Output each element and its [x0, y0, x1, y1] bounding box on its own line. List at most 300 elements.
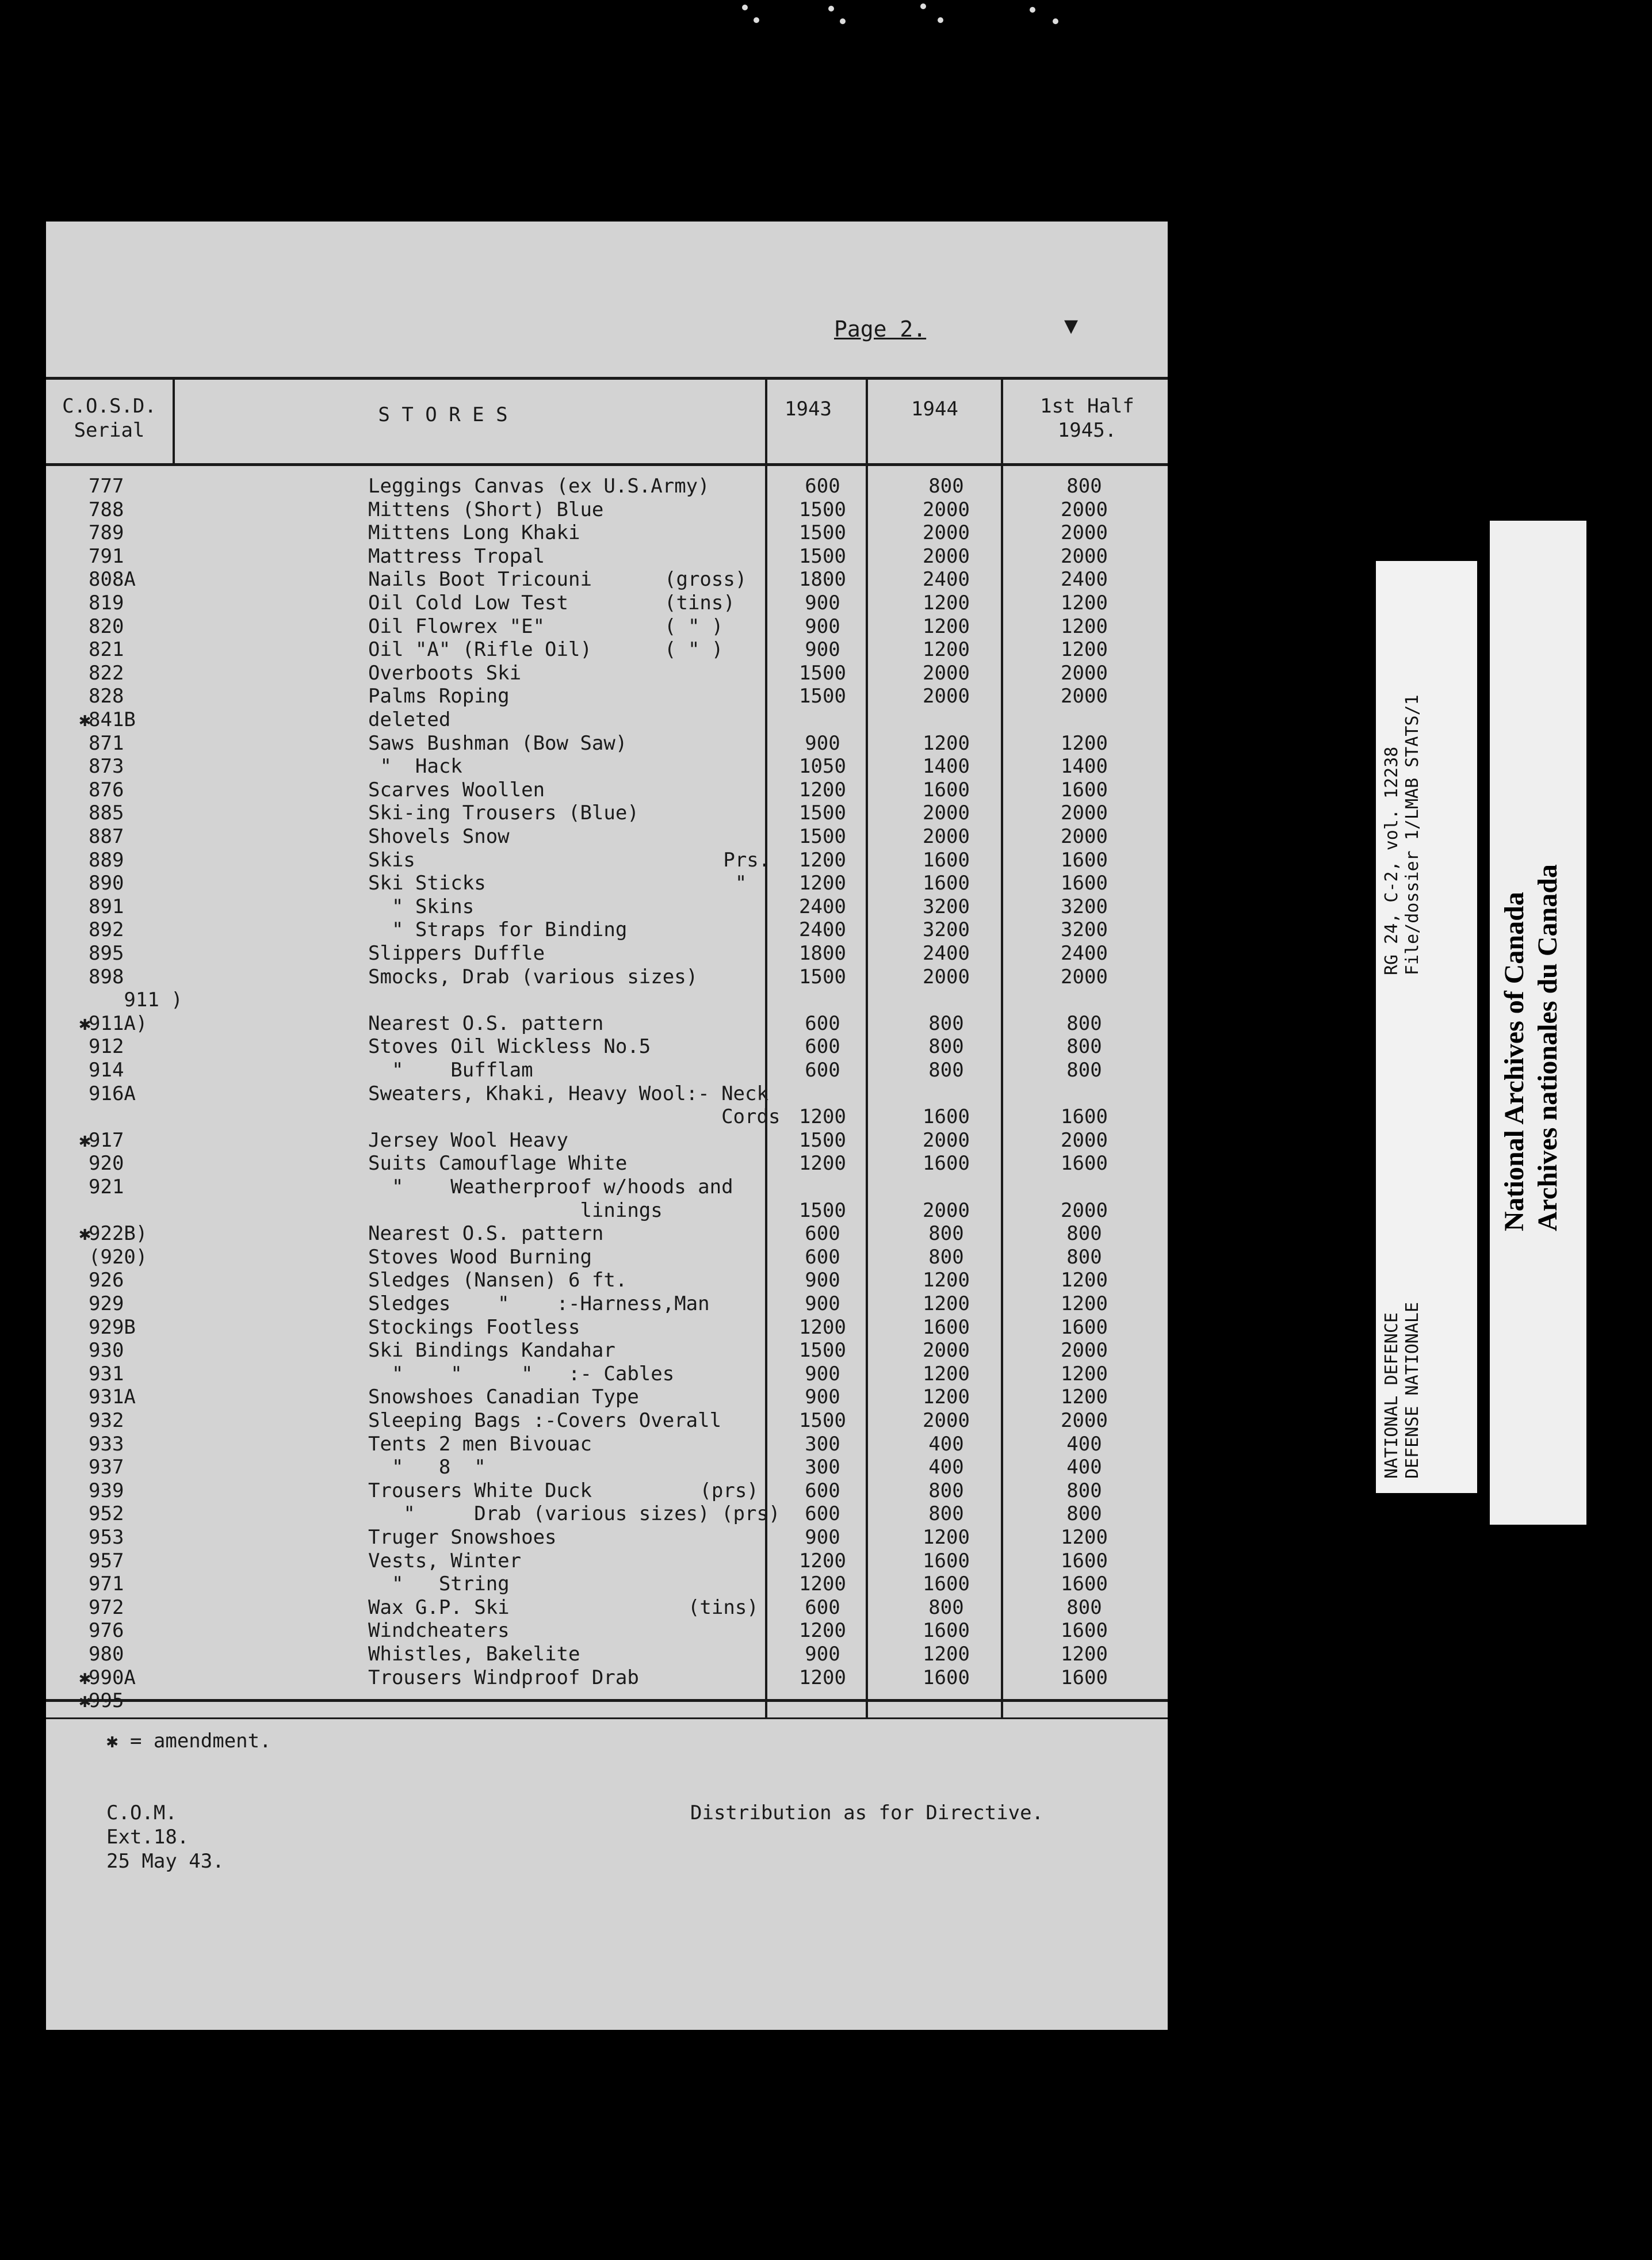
table-row [46, 988, 1168, 1011]
qty-1943-cell: 600 [805, 1222, 840, 1245]
serial-cell: 930 [89, 1339, 124, 1362]
serial-cell: 990A [89, 1666, 136, 1689]
qty-1944-cell: 2000 [923, 801, 970, 824]
qty-1943-cell: 300 [805, 1456, 840, 1479]
store-cell: Smocks, Drab (various sizes) [368, 965, 698, 988]
qty-1944-cell: 2000 [923, 1409, 970, 1432]
qty-1945-cell: 2000 [1061, 498, 1108, 521]
qty-1944-cell: 400 [928, 1456, 964, 1479]
qty-1945-cell: 800 [1066, 1502, 1102, 1525]
serial-cell: 916A [89, 1082, 136, 1105]
table-row [46, 1339, 1168, 1362]
serial-cell: 791 [89, 545, 124, 568]
punch-dots [731, 0, 1087, 35]
serial-cell: 820 [89, 615, 124, 638]
store-cell: Cords [368, 1105, 781, 1128]
qty-1944-cell: 1200 [923, 638, 970, 661]
serial-cell: 972 [89, 1596, 124, 1619]
store-cell: Tents 2 men Bivouac [368, 1433, 592, 1456]
store-cell: Suits Camouflage White [368, 1152, 628, 1175]
qty-1945-cell: 1600 [1061, 1316, 1108, 1339]
store-cell: Nearest O.S. pattern [368, 1012, 604, 1035]
col-header-1943: 1943 [785, 398, 832, 421]
store-cell: Stockings Footless [368, 1316, 580, 1339]
qty-1943-cell: 1200 [799, 778, 846, 801]
qty-1945-cell: 1600 [1061, 1572, 1108, 1595]
store-cell: Jersey Wool Heavy [368, 1129, 568, 1152]
store-cell: Shovels Snow [368, 825, 510, 848]
table-row [46, 849, 1168, 872]
qty-1944-cell: 2000 [923, 545, 970, 568]
table-row [46, 918, 1168, 941]
store-cell: Ski Bindings Kandahar [368, 1339, 615, 1362]
qty-1944-cell: 400 [928, 1433, 964, 1456]
table-row [46, 1059, 1168, 1082]
qty-1943-cell: 1200 [799, 1152, 846, 1175]
store-cell: Trousers White Duck [368, 1479, 592, 1502]
qty-1943-cell: 900 [805, 591, 840, 614]
col-header-serial: C.O.S.D. Serial [62, 395, 156, 442]
table-row [46, 1246, 1168, 1269]
qty-1944-cell: 2000 [923, 1199, 970, 1222]
qty-1945-cell: 2400 [1061, 568, 1108, 591]
qty-1945-cell: 800 [1066, 475, 1102, 498]
qty-1945-cell: 3200 [1061, 918, 1108, 941]
table-row [46, 1526, 1168, 1549]
qty-1944-cell: 800 [928, 1035, 964, 1058]
qty-1943-cell: 2400 [799, 918, 846, 941]
store-cell: Sleeping Bags :-Covers Overall [368, 1409, 722, 1432]
qty-1943-cell: 900 [805, 1292, 840, 1315]
qty-1944-cell: 800 [928, 1012, 964, 1035]
serial-cell: 952 [89, 1502, 124, 1525]
qty-1944-cell: 1200 [923, 1385, 970, 1408]
qty-1945-cell: 2400 [1061, 942, 1108, 965]
serial-cell: 929B [89, 1316, 136, 1339]
qty-1944-cell: 1600 [923, 1619, 970, 1642]
qty-1945-cell: 1600 [1061, 872, 1108, 895]
qty-1944-cell: 1600 [923, 1666, 970, 1689]
table-row [46, 1385, 1168, 1408]
table-row [46, 1152, 1168, 1175]
serial-cell: 911A) [89, 1012, 148, 1035]
table-row [46, 1105, 1168, 1128]
table-row [46, 872, 1168, 895]
page-number: Page 2. [834, 316, 927, 342]
serial-cell: 971 [89, 1572, 124, 1595]
qty-1944-cell: 1200 [923, 615, 970, 638]
table-row [46, 1316, 1168, 1339]
document-page [46, 222, 1168, 2030]
qty-1945-cell: 2000 [1061, 801, 1108, 824]
qty-1944-cell: 2000 [923, 825, 970, 848]
reference-block: C.O.M. Ext.18. 25 May 43. [106, 1801, 224, 1873]
amendment-mark: ✱ [79, 708, 91, 731]
qty-1945-cell: 1600 [1061, 1666, 1108, 1689]
serial-cell: 922B) [89, 1222, 148, 1245]
serial-cell: 911 ) [89, 988, 183, 1011]
qty-1945-cell: 800 [1066, 1246, 1102, 1269]
qty-1943-cell: 900 [805, 1526, 840, 1549]
store-cell: Vests, Winter [368, 1549, 522, 1572]
serial-cell: 789 [89, 521, 124, 544]
qty-1943-cell: 1500 [799, 801, 846, 824]
serial-cell: 819 [89, 591, 124, 614]
store-cell: Nearest O.S. pattern [368, 1222, 604, 1245]
store-cell: Scarves Woollen [368, 778, 545, 801]
serial-cell: 929 [89, 1292, 124, 1315]
table-row [46, 732, 1168, 755]
serial-cell: 912 [89, 1035, 124, 1058]
qty-1943-cell: 900 [805, 1385, 840, 1408]
store-cell: Truger Snowshoes [368, 1526, 557, 1549]
qty-1945-cell: 800 [1066, 1479, 1102, 1502]
serial-cell: 939 [89, 1479, 124, 1502]
store-cell: Oil "A" (Rifle Oil) [368, 638, 592, 661]
serial-cell: 995 [89, 1689, 124, 1712]
store-cell: Saws Bushman (Bow Saw) [368, 732, 628, 755]
store-cell: " Hack [368, 755, 462, 778]
store-cell: " String [368, 1572, 510, 1595]
table-row [46, 825, 1168, 848]
serial-cell: 871 [89, 732, 124, 755]
qty-1943-cell: 1500 [799, 545, 846, 568]
table-row [46, 1689, 1168, 1712]
store-cell: Nails Boot Tricouni [368, 568, 592, 591]
serial-cell: 828 [89, 685, 124, 708]
serial-cell: 980 [89, 1643, 124, 1666]
qty-1945-cell: 1200 [1061, 591, 1108, 614]
qty-1943-cell: 1500 [799, 498, 846, 521]
qty-1943-cell: 300 [805, 1433, 840, 1456]
store-cell: Ski-ing Trousers (Blue) [368, 801, 639, 824]
store-cell: Stoves Oil Wickless No.5 [368, 1035, 651, 1058]
qty-1944-cell: 2000 [923, 662, 970, 685]
table-row [46, 801, 1168, 824]
table-row [46, 521, 1168, 544]
archive-reference-label [1376, 561, 1477, 1493]
amendment-mark: ✱ [79, 1222, 91, 1245]
table-row [46, 1362, 1168, 1385]
table-row [46, 475, 1168, 498]
qty-1943-cell: 900 [805, 732, 840, 755]
amendment-mark: ✱ [79, 1666, 91, 1689]
qty-1945-cell: 2000 [1061, 1409, 1108, 1432]
qty-1944-cell: 2000 [923, 498, 970, 521]
qty-1945-cell: 2000 [1061, 521, 1108, 544]
table-row [46, 1409, 1168, 1432]
qty-1943-cell: 600 [805, 1479, 840, 1502]
qty-1944-cell: 1200 [923, 1643, 970, 1666]
serial-cell: 885 [89, 801, 124, 824]
qty-1945-cell: 1200 [1061, 1385, 1108, 1408]
serial-cell: 976 [89, 1619, 124, 1642]
qty-1943-cell: 1200 [799, 1105, 846, 1128]
qty-1944-cell: 800 [928, 1246, 964, 1269]
amendment-mark: ✱ [79, 1129, 91, 1152]
table-row [46, 1199, 1168, 1222]
table-row [46, 755, 1168, 778]
qty-1945-cell: 1600 [1061, 1152, 1108, 1175]
table-row [46, 965, 1168, 988]
store-cell: Mittens Long Khaki [368, 521, 580, 544]
table-row [46, 1222, 1168, 1245]
qty-1944-cell: 2400 [923, 568, 970, 591]
qty-1943-cell: 1200 [799, 1549, 846, 1572]
qty-1945-cell: 2000 [1061, 1199, 1108, 1222]
store-cell: Windcheaters [368, 1619, 510, 1642]
col-header-stores: S T O R E S [378, 403, 508, 426]
table-row [46, 568, 1168, 591]
serial-cell: 957 [89, 1549, 124, 1572]
qty-1944-cell: 2000 [923, 965, 970, 988]
qty-1945-cell: 800 [1066, 1035, 1102, 1058]
qty-1945-cell: 400 [1066, 1433, 1102, 1456]
store-cell: " Skins [368, 895, 475, 918]
qty-1943-cell: 900 [805, 638, 840, 661]
serial-cell: 890 [89, 872, 124, 895]
store-cell: Oil Flowrex "E" [368, 615, 545, 638]
table-row [46, 615, 1168, 638]
qty-1943-cell: 600 [805, 1246, 840, 1269]
table-row [46, 685, 1168, 708]
serial-cell: 932 [89, 1409, 124, 1432]
serial-cell: 891 [89, 895, 124, 918]
table-row [46, 545, 1168, 568]
qty-1945-cell: 1600 [1061, 1549, 1108, 1572]
unit-note-cell: ( " ) [664, 638, 724, 661]
serial-cell: 926 [89, 1269, 124, 1292]
store-cell: Sweaters, Khaki, Heavy Wool:- Neck [368, 1082, 768, 1105]
store-cell: " Bufflam [368, 1059, 533, 1082]
table-row [46, 1549, 1168, 1572]
qty-1945-cell: 3200 [1061, 895, 1108, 918]
qty-1944-cell: 1200 [923, 1362, 970, 1385]
store-cell: Palms Roping [368, 685, 510, 708]
serial-cell: 892 [89, 918, 124, 941]
col-divider-serial [173, 377, 175, 466]
store-cell: " Weatherproof w/hoods and [368, 1175, 733, 1198]
unit-note-cell: (gross) [664, 568, 747, 591]
serial-cell: 777 [89, 475, 124, 498]
qty-1945-cell: 1200 [1061, 1526, 1108, 1549]
table-row [46, 1643, 1168, 1666]
qty-1943-cell: 900 [805, 615, 840, 638]
table-row [46, 1572, 1168, 1595]
serial-cell: 931A [89, 1385, 136, 1408]
qty-1944-cell: 800 [928, 475, 964, 498]
footer-rule [46, 1717, 1168, 1719]
store-cell: " " " :- Cables [368, 1362, 675, 1385]
serial-cell: 953 [89, 1526, 124, 1549]
store-cell: Snowshoes Canadian Type [368, 1385, 639, 1408]
qty-1943-cell: 1500 [799, 1409, 846, 1432]
serial-cell: 931 [89, 1362, 124, 1385]
qty-1944-cell: 1600 [923, 1316, 970, 1339]
qty-1943-cell: 1500 [799, 825, 846, 848]
store-cell: Leggings Canvas (ex U.S.Army) [368, 475, 710, 498]
serial-cell: 920 [89, 1152, 124, 1175]
serial-cell: 822 [89, 662, 124, 685]
store-cell: Sledges " :-Harness,Man [368, 1292, 710, 1315]
qty-1945-cell: 1200 [1061, 1643, 1108, 1666]
store-cell: Ski Sticks [368, 872, 486, 895]
qty-1944-cell: 3200 [923, 895, 970, 918]
national-archives-text: National Archives of Canada Archives nationales du Canada [1499, 864, 1563, 1231]
qty-1944-cell: 1600 [923, 1152, 970, 1175]
qty-1944-cell: 1200 [923, 1269, 970, 1292]
qty-1945-cell: 1600 [1061, 1105, 1108, 1128]
archive-file-reference: RG 24, C-2, vol. 12238 File/dossier 1/LMAB STATS/1 [1382, 694, 1422, 975]
amendment-legend: ✱ = amendment. [106, 1730, 271, 1753]
distribution-note: Distribution as for Directive. [690, 1801, 1044, 1824]
col-header-1944: 1944 [911, 398, 958, 421]
table-row [46, 1082, 1168, 1105]
unit-note-cell: (prs) [664, 1479, 759, 1502]
header-bottom-rule [46, 463, 1168, 466]
qty-1945-cell: 2000 [1061, 1129, 1108, 1152]
unit-note-cell: (tins) [664, 1596, 759, 1619]
table-row [46, 1619, 1168, 1642]
table-row [46, 1129, 1168, 1152]
table-row [46, 591, 1168, 614]
qty-1945-cell: 1600 [1061, 1619, 1108, 1642]
table-row [46, 895, 1168, 918]
qty-1944-cell: 1400 [923, 755, 970, 778]
qty-1945-cell: 1600 [1061, 849, 1108, 872]
qty-1943-cell: 900 [805, 1643, 840, 1666]
qty-1943-cell: 900 [805, 1269, 840, 1292]
qty-1944-cell: 1600 [923, 849, 970, 872]
store-cell: Whistles, Bakelite [368, 1643, 580, 1666]
unit-note-cell: Prs. [664, 849, 771, 872]
qty-1943-cell: 1200 [799, 1619, 846, 1642]
qty-1943-cell: 1200 [799, 1666, 846, 1689]
qty-1943-cell: 1200 [799, 849, 846, 872]
store-cell: Skis [368, 849, 415, 872]
qty-1944-cell: 1600 [923, 1549, 970, 1572]
qty-1945-cell: 800 [1066, 1059, 1102, 1082]
qty-1943-cell: 1800 [799, 942, 846, 965]
serial-cell: 921 [89, 1175, 124, 1198]
serial-cell: 788 [89, 498, 124, 521]
table-row [46, 498, 1168, 521]
serial-cell: 889 [89, 849, 124, 872]
qty-1943-cell: 1200 [799, 1316, 846, 1339]
table-row [46, 1433, 1168, 1456]
store-cell: Sledges (Nansen) 6 ft. [368, 1269, 628, 1292]
qty-1943-cell: 2400 [799, 895, 846, 918]
qty-1945-cell: 1600 [1061, 778, 1108, 801]
store-cell: Mittens (Short) Blue [368, 498, 604, 521]
qty-1945-cell: 1200 [1061, 615, 1108, 638]
serial-cell: 873 [89, 755, 124, 778]
qty-1944-cell: 1200 [923, 591, 970, 614]
qty-1944-cell: 800 [928, 1479, 964, 1502]
store-cell: Mattress Tropal [368, 545, 545, 568]
qty-1945-cell: 2000 [1061, 545, 1108, 568]
national-archives-stamp [1490, 521, 1586, 1525]
serial-cell: 914 [89, 1059, 124, 1082]
unit-note-cell: (tins) [664, 591, 735, 614]
qty-1944-cell: 800 [928, 1222, 964, 1245]
qty-1945-cell: 800 [1066, 1012, 1102, 1035]
serial-cell: (920) [89, 1246, 148, 1269]
store-cell: Wax G.P. Ski [368, 1596, 510, 1619]
store-cell: linings [368, 1199, 663, 1222]
qty-1943-cell: 1500 [799, 1129, 846, 1152]
qty-1944-cell: 800 [928, 1596, 964, 1619]
serial-cell: 937 [89, 1456, 124, 1479]
archive-dept-text: NATIONAL DEFENCE DEFENSE NATIONALE [1382, 1301, 1422, 1479]
serial-cell: 898 [89, 965, 124, 988]
qty-1943-cell: 1500 [799, 685, 846, 708]
table-top-rule [46, 377, 1168, 380]
qty-1943-cell: 1500 [799, 662, 846, 685]
qty-1943-cell: 1500 [799, 965, 846, 988]
table-row [46, 1666, 1168, 1689]
store-cell: Overboots Ski [368, 662, 522, 685]
qty-1945-cell: 2000 [1061, 1339, 1108, 1362]
store-cell: Trousers Windproof Drab [368, 1666, 639, 1689]
page-mark-icon: ▼ [1064, 312, 1079, 339]
qty-1943-cell: 600 [805, 1502, 840, 1525]
table-row [46, 1175, 1168, 1198]
qty-1945-cell: 1200 [1061, 732, 1108, 755]
qty-1944-cell: 2400 [923, 942, 970, 965]
qty-1943-cell: 600 [805, 1059, 840, 1082]
qty-1943-cell: 1500 [799, 1199, 846, 1222]
table-row [46, 1035, 1168, 1058]
table-row [46, 1012, 1168, 1035]
serial-cell: 821 [89, 638, 124, 661]
amendment-mark: ✱ [79, 1689, 91, 1712]
table-row [46, 1269, 1168, 1292]
qty-1944-cell: 3200 [923, 918, 970, 941]
qty-1943-cell: 1050 [799, 755, 846, 778]
qty-1944-cell: 800 [928, 1502, 964, 1525]
qty-1945-cell: 800 [1066, 1222, 1102, 1245]
table-row [46, 1502, 1168, 1525]
table-row [46, 638, 1168, 661]
qty-1945-cell: 2000 [1061, 965, 1108, 988]
serial-cell: 917 [89, 1129, 124, 1152]
qty-1943-cell: 1200 [799, 872, 846, 895]
serial-cell: 933 [89, 1433, 124, 1456]
qty-1944-cell: 1200 [923, 1526, 970, 1549]
qty-1945-cell: 400 [1066, 1456, 1102, 1479]
qty-1944-cell: 1600 [923, 1572, 970, 1595]
qty-1945-cell: 800 [1066, 1596, 1102, 1619]
serial-cell: 841B [89, 708, 136, 731]
serial-cell: 895 [89, 942, 124, 965]
qty-1944-cell: 2000 [923, 521, 970, 544]
qty-1945-cell: 1200 [1061, 1292, 1108, 1315]
table-row [46, 1596, 1168, 1619]
store-cell: " 8 " [368, 1456, 486, 1479]
qty-1944-cell: 2000 [923, 685, 970, 708]
qty-1944-cell: 2000 [923, 1129, 970, 1152]
qty-1943-cell: 1500 [799, 521, 846, 544]
qty-1945-cell: 2000 [1061, 685, 1108, 708]
qty-1945-cell: 1400 [1061, 755, 1108, 778]
qty-1945-cell: 1200 [1061, 1362, 1108, 1385]
table-row [46, 708, 1168, 731]
qty-1943-cell: 900 [805, 1362, 840, 1385]
table-row [46, 1456, 1168, 1479]
qty-1944-cell: 800 [928, 1059, 964, 1082]
store-cell: Slippers Duffle [368, 942, 545, 965]
